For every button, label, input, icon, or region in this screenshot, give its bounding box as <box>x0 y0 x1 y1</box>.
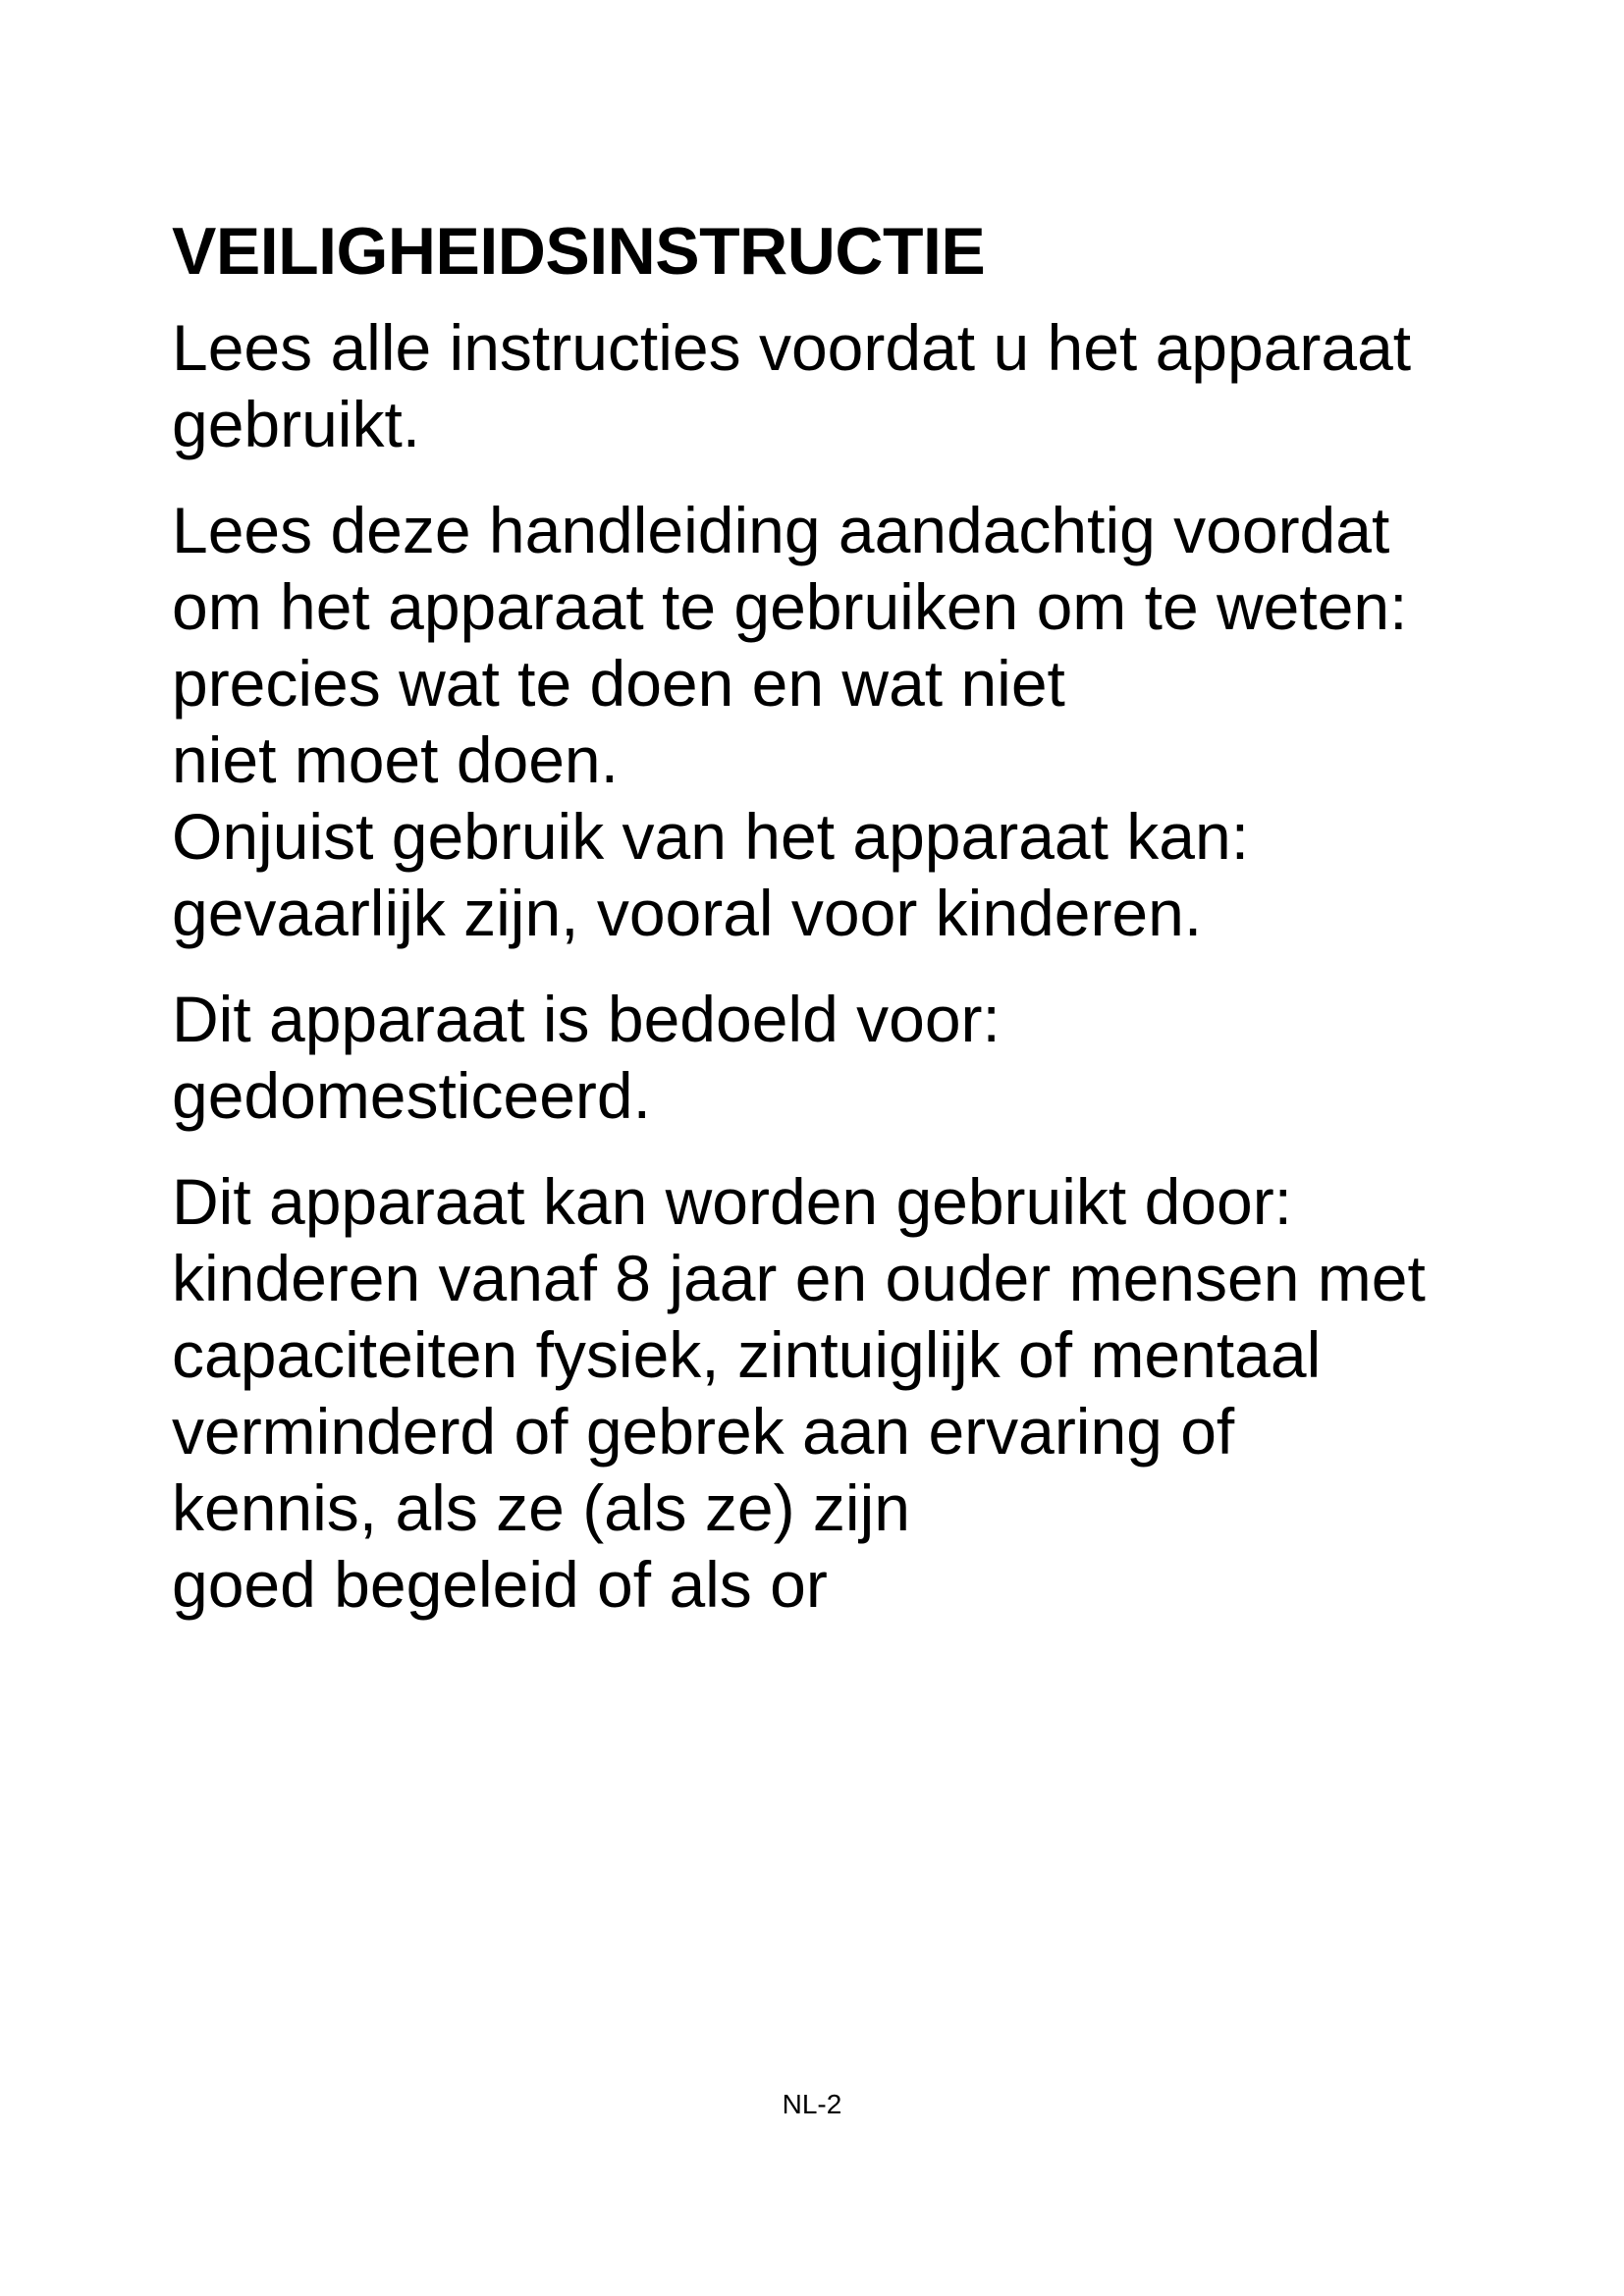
text-line: verminderd of gebrek aan ervaring of <box>172 1395 1235 1468</box>
page-number: NL-2 <box>782 2089 842 2119</box>
text-line: Onjuist gebruik van het apparaat kan: <box>172 800 1250 873</box>
text-line: niet moet doen. <box>172 723 619 796</box>
text-line: goed begeleid of als or <box>172 1548 828 1621</box>
paragraph-read-instructions <box>172 309 1566 462</box>
text-line: gedomesticeerd. <box>172 1059 651 1132</box>
text-line: gevaarlijk zijn, vooral voor kinderen. <box>172 877 1203 949</box>
text-line: Lees deze handleiding aandachtig voordat <box>172 494 1390 566</box>
text-line: kinderen vanaf 8 jaar en ouder mensen met <box>172 1242 1426 1314</box>
text-line: gebruikt. <box>172 388 421 460</box>
paragraph-usage-by <box>172 1163 1566 1623</box>
page-title: VEILIGHEIDSINSTRUCTIE <box>172 214 986 289</box>
paragraph-read-manual <box>172 492 1566 951</box>
text-line: kennis, als ze (als ze) zijn <box>172 1471 910 1544</box>
page-content <box>172 211 1566 1652</box>
paragraph-intended-use <box>172 981 1566 1134</box>
text-line: Dit apparaat is bedoeld voor: <box>172 983 1001 1055</box>
text-line: Lees alle instructies voordat u het apparaat <box>172 311 1412 384</box>
text-line: precies wat te doen en wat niet <box>172 647 1065 720</box>
text-line: Dit apparaat kan worden gebruikt door: <box>172 1165 1293 1238</box>
text-line: om het apparaat te gebruiken om te weten: <box>172 570 1408 643</box>
text-line: capaciteiten fysiek, zintuiglijk of mentaal <box>172 1318 1322 1391</box>
